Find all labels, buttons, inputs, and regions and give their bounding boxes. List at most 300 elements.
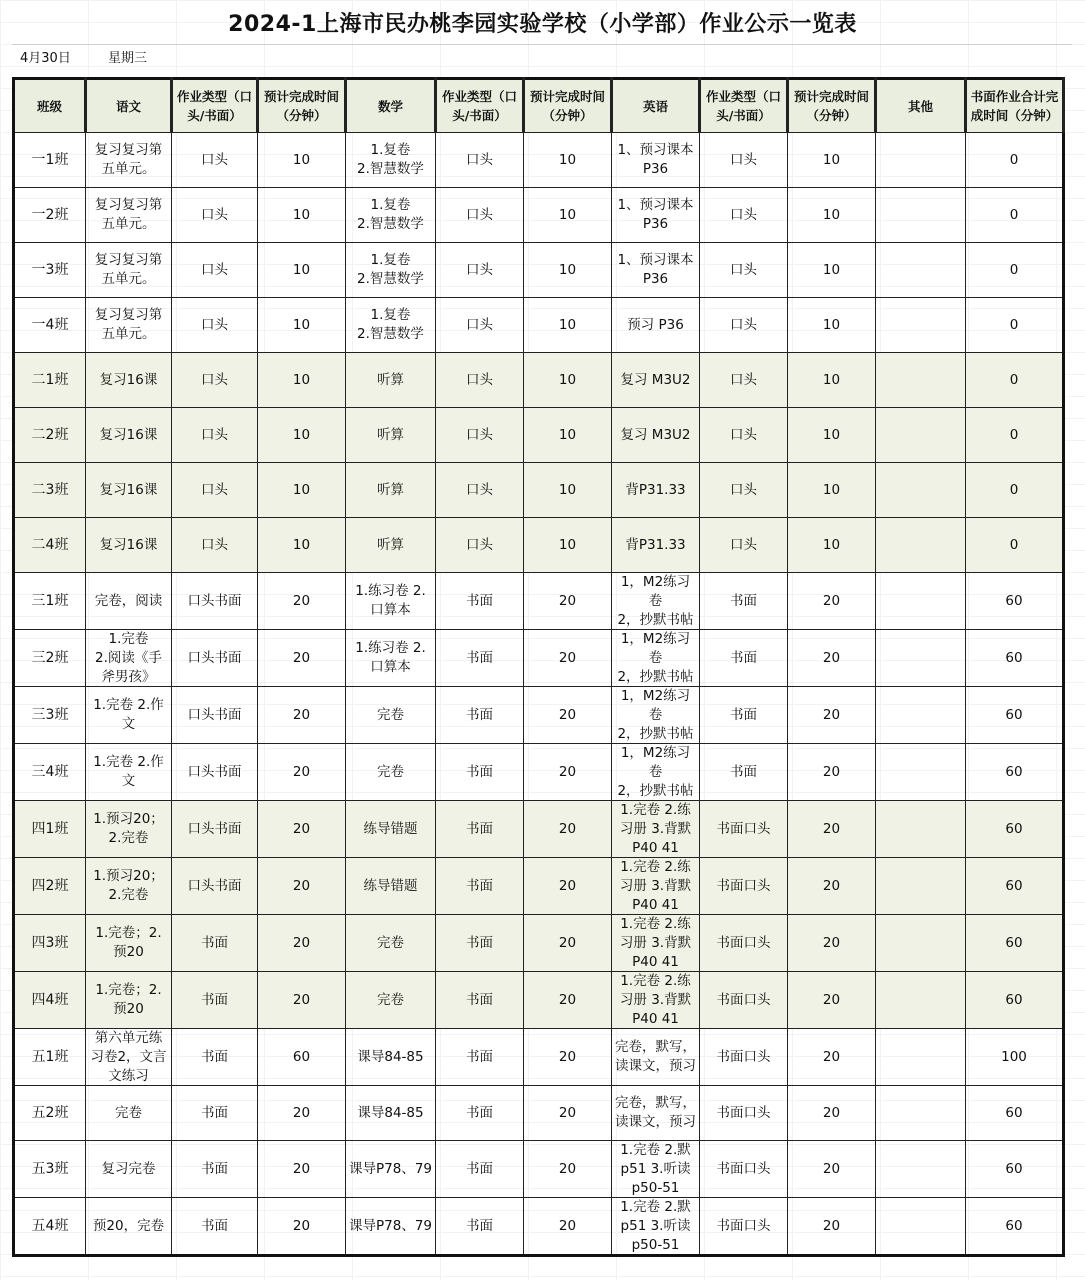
english-task-cell[interactable] bbox=[612, 801, 700, 858]
chinese-time-cell[interactable] bbox=[258, 1198, 346, 1256]
total-time-cell-text: 0 bbox=[1009, 151, 1019, 168]
other-cell[interactable] bbox=[876, 408, 966, 463]
english-time-cell[interactable] bbox=[788, 1086, 876, 1141]
other-cell[interactable] bbox=[876, 1086, 966, 1141]
math-time-cell[interactable] bbox=[524, 744, 612, 801]
chinese-task-cell[interactable] bbox=[86, 915, 172, 972]
math-time-cell[interactable] bbox=[524, 243, 612, 298]
english-task-cell[interactable] bbox=[612, 518, 700, 573]
math-task-cell-text: 听算 bbox=[377, 481, 404, 498]
chinese-time-cell[interactable] bbox=[258, 353, 346, 408]
chinese-time-cell[interactable] bbox=[258, 744, 346, 801]
math-time-cell[interactable] bbox=[524, 518, 612, 573]
header-english[interactable]: 英语 bbox=[612, 79, 700, 133]
math-time-cell[interactable] bbox=[524, 573, 612, 630]
class-cell[interactable] bbox=[14, 801, 86, 858]
chinese-type-cell[interactable] bbox=[172, 972, 258, 1029]
math-task-cell[interactable] bbox=[346, 1141, 436, 1198]
class-cell[interactable] bbox=[14, 188, 86, 243]
chinese-type-cell[interactable] bbox=[172, 518, 258, 573]
english-task-cell-text: 1.完卷 2.默p51 3.听读p50-51 bbox=[620, 1199, 691, 1253]
total-time-cell[interactable] bbox=[966, 1198, 1064, 1256]
math-task-cell[interactable] bbox=[346, 573, 436, 630]
chinese-task-cell[interactable] bbox=[86, 687, 172, 744]
chinese-time-cell[interactable] bbox=[258, 1086, 346, 1141]
english-type-cell[interactable] bbox=[700, 133, 788, 188]
math-type-cell[interactable] bbox=[436, 687, 524, 744]
other-cell[interactable] bbox=[876, 188, 966, 243]
math-type-cell[interactable] bbox=[436, 915, 524, 972]
chinese-type-cell[interactable] bbox=[172, 687, 258, 744]
math-type-cell[interactable] bbox=[436, 630, 524, 687]
english-type-cell[interactable] bbox=[700, 518, 788, 573]
math-task-cell[interactable] bbox=[346, 1086, 436, 1141]
chinese-time-cell[interactable] bbox=[258, 243, 346, 298]
math-time-cell-text: 20 bbox=[558, 991, 577, 1008]
chinese-type-cell[interactable] bbox=[172, 1141, 258, 1198]
other-cell[interactable] bbox=[876, 298, 966, 353]
english-task-cell[interactable] bbox=[612, 188, 700, 243]
math-type-cell-text: 口头 bbox=[466, 206, 493, 223]
chinese-type-cell[interactable] bbox=[172, 630, 258, 687]
chinese-time-cell-text: 10 bbox=[292, 206, 311, 223]
math-time-cell[interactable] bbox=[524, 687, 612, 744]
math-type-cell[interactable] bbox=[436, 353, 524, 408]
class-cell[interactable] bbox=[14, 1029, 86, 1086]
math-task-cell[interactable] bbox=[346, 744, 436, 801]
chinese-task-cell[interactable] bbox=[86, 744, 172, 801]
english-time-cell-text: 10 bbox=[822, 481, 841, 498]
math-type-cell[interactable] bbox=[436, 858, 524, 915]
total-time-cell-text: 0 bbox=[1009, 261, 1019, 278]
other-cell[interactable] bbox=[876, 858, 966, 915]
english-time-cell-text: 20 bbox=[822, 1217, 841, 1234]
english-type-cell[interactable] bbox=[700, 1198, 788, 1256]
other-cell[interactable] bbox=[876, 915, 966, 972]
math-task-cell[interactable] bbox=[346, 801, 436, 858]
math-task-cell[interactable] bbox=[346, 630, 436, 687]
english-type-cell[interactable] bbox=[700, 915, 788, 972]
english-type-cell[interactable] bbox=[700, 1141, 788, 1198]
class-cell[interactable] bbox=[14, 972, 86, 1029]
class-cell-text: 二2班 bbox=[31, 426, 69, 443]
chinese-time-cell[interactable] bbox=[258, 298, 346, 353]
chinese-task-cell-text: 复习16课 bbox=[99, 426, 158, 443]
header-english-type[interactable]: 作业类型（口头/书面） bbox=[700, 79, 788, 133]
math-type-cell[interactable] bbox=[436, 463, 524, 518]
class-cell[interactable] bbox=[14, 687, 86, 744]
chinese-type-cell[interactable] bbox=[172, 1198, 258, 1256]
english-time-cell[interactable] bbox=[788, 573, 876, 630]
english-time-cell[interactable] bbox=[788, 1198, 876, 1256]
total-time-cell[interactable] bbox=[966, 1086, 1064, 1141]
english-task-cell[interactable] bbox=[612, 573, 700, 630]
class-cell[interactable] bbox=[14, 133, 86, 188]
math-type-cell[interactable] bbox=[436, 1029, 524, 1086]
english-time-cell[interactable] bbox=[788, 915, 876, 972]
chinese-type-cell[interactable] bbox=[172, 1086, 258, 1141]
chinese-time-cell[interactable] bbox=[258, 408, 346, 463]
math-time-cell[interactable] bbox=[524, 133, 612, 188]
english-task-cell[interactable] bbox=[612, 858, 700, 915]
chinese-type-cell[interactable] bbox=[172, 915, 258, 972]
math-task-cell[interactable] bbox=[346, 298, 436, 353]
math-type-cell[interactable] bbox=[436, 1198, 524, 1256]
math-type-cell[interactable] bbox=[436, 573, 524, 630]
math-type-cell-text: 口头 bbox=[466, 371, 493, 388]
header-math-time[interactable]: 预计完成时间（分钟） bbox=[524, 79, 612, 133]
english-task-cell[interactable] bbox=[612, 463, 700, 518]
other-cell[interactable] bbox=[876, 463, 966, 518]
chinese-type-cell[interactable] bbox=[172, 573, 258, 630]
math-task-cell[interactable] bbox=[346, 915, 436, 972]
class-cell[interactable] bbox=[14, 1086, 86, 1141]
chinese-type-cell-text: 书面 bbox=[201, 1048, 228, 1065]
chinese-time-cell[interactable] bbox=[258, 573, 346, 630]
class-cell[interactable] bbox=[14, 573, 86, 630]
header-other[interactable]: 其他 bbox=[876, 79, 966, 133]
total-time-cell[interactable] bbox=[966, 408, 1064, 463]
english-time-cell[interactable] bbox=[788, 1029, 876, 1086]
english-type-cell-text: 书面 bbox=[730, 706, 757, 723]
total-time-cell[interactable] bbox=[966, 744, 1064, 801]
english-time-cell[interactable] bbox=[788, 243, 876, 298]
header-total-time[interactable]: 书面作业合计完成时间（分钟） bbox=[966, 79, 1064, 133]
math-task-cell-text: 听算 bbox=[377, 426, 404, 443]
chinese-task-cell[interactable] bbox=[86, 518, 172, 573]
english-type-cell[interactable] bbox=[700, 188, 788, 243]
other-cell[interactable] bbox=[876, 630, 966, 687]
math-task-cell[interactable] bbox=[346, 1198, 436, 1256]
math-type-cell-text: 书面 bbox=[466, 1217, 493, 1234]
total-time-cell[interactable] bbox=[966, 353, 1064, 408]
english-type-cell[interactable] bbox=[700, 1086, 788, 1141]
total-time-cell[interactable] bbox=[966, 243, 1064, 298]
english-time-cell[interactable] bbox=[788, 408, 876, 463]
english-type-cell[interactable] bbox=[700, 858, 788, 915]
chinese-time-cell[interactable] bbox=[258, 630, 346, 687]
chinese-type-cell[interactable] bbox=[172, 298, 258, 353]
math-task-cell[interactable] bbox=[346, 188, 436, 243]
class-cell[interactable] bbox=[14, 744, 86, 801]
chinese-time-cell[interactable] bbox=[258, 915, 346, 972]
english-type-cell-text: 口头 bbox=[730, 426, 757, 443]
other-cell[interactable] bbox=[876, 687, 966, 744]
chinese-task-cell[interactable] bbox=[86, 1141, 172, 1198]
class-cell[interactable] bbox=[14, 463, 86, 518]
english-time-cell[interactable] bbox=[788, 353, 876, 408]
english-task-cell-text: 1、预习课本P36 bbox=[617, 197, 694, 232]
english-task-cell[interactable] bbox=[612, 630, 700, 687]
english-task-cell[interactable] bbox=[612, 408, 700, 463]
chinese-task-cell[interactable] bbox=[86, 353, 172, 408]
header-english-time[interactable]: 预计完成时间（分钟） bbox=[788, 79, 876, 133]
english-type-cell[interactable] bbox=[700, 630, 788, 687]
chinese-type-cell[interactable] bbox=[172, 858, 258, 915]
chinese-task-cell[interactable] bbox=[86, 463, 172, 518]
math-time-cell[interactable] bbox=[524, 408, 612, 463]
chinese-type-cell[interactable] bbox=[172, 463, 258, 518]
other-cell[interactable] bbox=[876, 1141, 966, 1198]
class-cell[interactable] bbox=[14, 243, 86, 298]
chinese-task-cell[interactable] bbox=[86, 573, 172, 630]
chinese-type-cell[interactable] bbox=[172, 133, 258, 188]
header-math-type[interactable]: 作业类型（口头/书面） bbox=[436, 79, 524, 133]
math-type-cell[interactable] bbox=[436, 243, 524, 298]
math-task-cell[interactable] bbox=[346, 858, 436, 915]
chinese-task-cell[interactable] bbox=[86, 972, 172, 1029]
math-type-cell[interactable] bbox=[436, 188, 524, 243]
date-cell[interactable]: 4月30日 bbox=[20, 51, 71, 66]
other-cell[interactable] bbox=[876, 243, 966, 298]
chinese-time-cell-text: 20 bbox=[292, 592, 311, 609]
chinese-type-cell-text: 口头书面 bbox=[187, 877, 242, 894]
english-type-cell-text: 口头 bbox=[730, 371, 757, 388]
chinese-type-cell[interactable] bbox=[172, 408, 258, 463]
math-time-cell[interactable] bbox=[524, 298, 612, 353]
math-time-cell-text: 20 bbox=[558, 649, 577, 666]
class-cell[interactable] bbox=[14, 518, 86, 573]
class-cell[interactable] bbox=[14, 915, 86, 972]
english-type-cell-text: 书面口头 bbox=[716, 1160, 771, 1177]
math-type-cell[interactable] bbox=[436, 1141, 524, 1198]
math-type-cell-text: 书面 bbox=[466, 649, 493, 666]
class-cell[interactable] bbox=[14, 1141, 86, 1198]
class-cell[interactable] bbox=[14, 408, 86, 463]
chinese-type-cell-text: 书面 bbox=[201, 1160, 228, 1177]
other-cell[interactable] bbox=[876, 744, 966, 801]
english-type-cell-text: 口头 bbox=[730, 316, 757, 333]
math-type-cell[interactable] bbox=[436, 133, 524, 188]
class-cell-text: 五4班 bbox=[31, 1217, 69, 1234]
total-time-cell-text: 0 bbox=[1009, 316, 1019, 333]
chinese-time-cell[interactable] bbox=[258, 687, 346, 744]
math-task-cell[interactable] bbox=[346, 408, 436, 463]
total-time-cell[interactable] bbox=[966, 972, 1064, 1029]
chinese-task-cell[interactable] bbox=[86, 630, 172, 687]
other-cell[interactable] bbox=[876, 1029, 966, 1086]
math-time-cell[interactable] bbox=[524, 1029, 612, 1086]
english-time-cell[interactable] bbox=[788, 188, 876, 243]
math-task-cell[interactable] bbox=[346, 518, 436, 573]
total-time-cell[interactable] bbox=[966, 630, 1064, 687]
math-type-cell[interactable] bbox=[436, 744, 524, 801]
english-type-cell-text: 口头 bbox=[730, 481, 757, 498]
total-time-cell[interactable] bbox=[966, 463, 1064, 518]
english-type-cell[interactable] bbox=[700, 573, 788, 630]
english-task-cell[interactable] bbox=[612, 243, 700, 298]
math-task-cell[interactable] bbox=[346, 687, 436, 744]
other-cell[interactable] bbox=[876, 801, 966, 858]
total-time-cell[interactable] bbox=[966, 858, 1064, 915]
date-bar bbox=[12, 44, 1072, 73]
chinese-time-cell[interactable] bbox=[258, 858, 346, 915]
english-task-cell[interactable] bbox=[612, 687, 700, 744]
header-chinese-type[interactable]: 作业类型（口头/书面） bbox=[172, 79, 258, 133]
other-cell[interactable] bbox=[876, 518, 966, 573]
weekday-cell[interactable]: 星期三 bbox=[108, 51, 148, 66]
chinese-time-cell[interactable] bbox=[258, 1029, 346, 1086]
chinese-task-cell[interactable] bbox=[86, 408, 172, 463]
table-row bbox=[14, 1029, 1064, 1086]
english-type-cell-text: 书面 bbox=[730, 649, 757, 666]
math-time-cell[interactable] bbox=[524, 858, 612, 915]
math-type-cell[interactable] bbox=[436, 1086, 524, 1141]
chinese-task-cell[interactable] bbox=[86, 1029, 172, 1086]
class-cell[interactable] bbox=[14, 353, 86, 408]
english-task-cell[interactable] bbox=[612, 972, 700, 1029]
english-task-cell[interactable] bbox=[612, 353, 700, 408]
math-task-cell[interactable] bbox=[346, 972, 436, 1029]
chinese-type-cell-text: 书面 bbox=[201, 991, 228, 1008]
chinese-type-cell[interactable] bbox=[172, 801, 258, 858]
math-task-cell[interactable] bbox=[346, 243, 436, 298]
chinese-task-cell[interactable] bbox=[86, 1198, 172, 1256]
english-time-cell[interactable] bbox=[788, 1141, 876, 1198]
english-time-cell[interactable] bbox=[788, 801, 876, 858]
math-task-cell[interactable] bbox=[346, 463, 436, 518]
english-task-cell[interactable] bbox=[612, 298, 700, 353]
english-type-cell[interactable] bbox=[700, 243, 788, 298]
other-cell[interactable] bbox=[876, 133, 966, 188]
header-math[interactable]: 数学 bbox=[346, 79, 436, 133]
chinese-task-cell[interactable] bbox=[86, 188, 172, 243]
class-cell[interactable] bbox=[14, 298, 86, 353]
math-time-cell[interactable] bbox=[524, 463, 612, 518]
english-type-cell[interactable] bbox=[700, 298, 788, 353]
english-task-cell[interactable] bbox=[612, 1086, 700, 1141]
chinese-type-cell-text: 口头 bbox=[201, 206, 228, 223]
math-time-cell[interactable] bbox=[524, 188, 612, 243]
class-cell[interactable] bbox=[14, 858, 86, 915]
math-time-cell[interactable] bbox=[524, 1141, 612, 1198]
total-time-cell[interactable] bbox=[966, 915, 1064, 972]
math-time-cell[interactable] bbox=[524, 1198, 612, 1256]
chinese-time-cell-text: 20 bbox=[292, 934, 311, 951]
math-time-cell[interactable] bbox=[524, 972, 612, 1029]
other-cell[interactable] bbox=[876, 353, 966, 408]
math-time-cell[interactable] bbox=[524, 630, 612, 687]
math-task-cell[interactable] bbox=[346, 353, 436, 408]
english-time-cell[interactable] bbox=[788, 858, 876, 915]
chinese-type-cell[interactable] bbox=[172, 353, 258, 408]
total-time-cell[interactable] bbox=[966, 298, 1064, 353]
english-type-cell[interactable] bbox=[700, 408, 788, 463]
english-type-cell[interactable] bbox=[700, 353, 788, 408]
english-time-cell-text: 20 bbox=[822, 877, 841, 894]
english-task-cell[interactable] bbox=[612, 1141, 700, 1198]
english-task-cell-text: 1，M2练习卷 2，抄默书帖 bbox=[617, 631, 694, 685]
english-time-cell[interactable] bbox=[788, 744, 876, 801]
chinese-time-cell[interactable] bbox=[258, 1141, 346, 1198]
english-time-cell[interactable] bbox=[788, 972, 876, 1029]
chinese-type-cell[interactable] bbox=[172, 744, 258, 801]
english-time-cell[interactable] bbox=[788, 630, 876, 687]
math-time-cell[interactable] bbox=[524, 801, 612, 858]
header-chinese[interactable]: 语文 bbox=[86, 79, 172, 133]
english-type-cell[interactable] bbox=[700, 1029, 788, 1086]
header-chinese-time[interactable]: 预计完成时间（分钟） bbox=[258, 79, 346, 133]
english-type-cell[interactable] bbox=[700, 801, 788, 858]
english-type-cell[interactable] bbox=[700, 687, 788, 744]
class-cell-text: 三1班 bbox=[31, 592, 69, 609]
math-task-cell[interactable] bbox=[346, 133, 436, 188]
chinese-type-cell[interactable] bbox=[172, 243, 258, 298]
english-time-cell[interactable] bbox=[788, 463, 876, 518]
total-time-cell[interactable] bbox=[966, 573, 1064, 630]
math-time-cell[interactable] bbox=[524, 915, 612, 972]
math-type-cell[interactable] bbox=[436, 298, 524, 353]
math-type-cell[interactable] bbox=[436, 801, 524, 858]
total-time-cell[interactable] bbox=[966, 687, 1064, 744]
chinese-time-cell[interactable] bbox=[258, 518, 346, 573]
chinese-task-cell[interactable] bbox=[86, 801, 172, 858]
chinese-task-cell[interactable] bbox=[86, 133, 172, 188]
total-time-cell[interactable] bbox=[966, 1141, 1064, 1198]
total-time-cell[interactable] bbox=[966, 188, 1064, 243]
other-cell[interactable] bbox=[876, 972, 966, 1029]
total-time-cell-text: 60 bbox=[1005, 1217, 1023, 1234]
math-type-cell[interactable] bbox=[436, 408, 524, 463]
chinese-type-cell[interactable] bbox=[172, 188, 258, 243]
math-type-cell[interactable] bbox=[436, 972, 524, 1029]
english-time-cell[interactable] bbox=[788, 133, 876, 188]
english-type-cell[interactable] bbox=[700, 463, 788, 518]
english-task-cell-text: 1，M2练习卷 2，抄默书帖 bbox=[617, 688, 694, 742]
table-row bbox=[14, 687, 1064, 744]
chinese-task-cell[interactable] bbox=[86, 298, 172, 353]
english-task-cell[interactable] bbox=[612, 915, 700, 972]
english-time-cell-text: 20 bbox=[822, 706, 841, 723]
chinese-time-cell[interactable] bbox=[258, 801, 346, 858]
english-task-cell[interactable] bbox=[612, 133, 700, 188]
english-type-cell[interactable] bbox=[700, 744, 788, 801]
english-task-cell[interactable] bbox=[612, 1029, 700, 1086]
class-cell[interactable] bbox=[14, 630, 86, 687]
chinese-task-cell[interactable] bbox=[86, 858, 172, 915]
english-type-cell[interactable] bbox=[700, 972, 788, 1029]
chinese-time-cell[interactable] bbox=[258, 972, 346, 1029]
total-time-cell[interactable] bbox=[966, 133, 1064, 188]
chinese-type-cell-text: 口头 bbox=[201, 481, 228, 498]
chinese-task-cell[interactable] bbox=[86, 243, 172, 298]
total-time-cell[interactable] bbox=[966, 1029, 1064, 1086]
total-time-cell[interactable] bbox=[966, 518, 1064, 573]
math-time-cell[interactable] bbox=[524, 1086, 612, 1141]
header-class[interactable]: 班级 bbox=[14, 79, 86, 133]
other-cell[interactable] bbox=[876, 573, 966, 630]
math-task-cell[interactable] bbox=[346, 1029, 436, 1086]
english-time-cell[interactable] bbox=[788, 298, 876, 353]
english-task-cell[interactable] bbox=[612, 1198, 700, 1256]
chinese-task-cell[interactable] bbox=[86, 1086, 172, 1141]
english-time-cell[interactable] bbox=[788, 518, 876, 573]
english-time-cell[interactable] bbox=[788, 687, 876, 744]
chinese-task-cell-text: 复习16课 bbox=[99, 536, 158, 553]
other-cell[interactable] bbox=[876, 1198, 966, 1256]
chinese-time-cell[interactable] bbox=[258, 188, 346, 243]
table-row bbox=[14, 298, 1064, 353]
class-cell[interactable] bbox=[14, 1198, 86, 1256]
total-time-cell[interactable] bbox=[966, 801, 1064, 858]
english-task-cell[interactable] bbox=[612, 744, 700, 801]
math-type-cell[interactable] bbox=[436, 518, 524, 573]
chinese-time-cell[interactable] bbox=[258, 133, 346, 188]
math-time-cell[interactable] bbox=[524, 353, 612, 408]
math-type-cell-text: 书面 bbox=[466, 1104, 493, 1121]
chinese-time-cell[interactable] bbox=[258, 463, 346, 518]
chinese-type-cell[interactable] bbox=[172, 1029, 258, 1086]
